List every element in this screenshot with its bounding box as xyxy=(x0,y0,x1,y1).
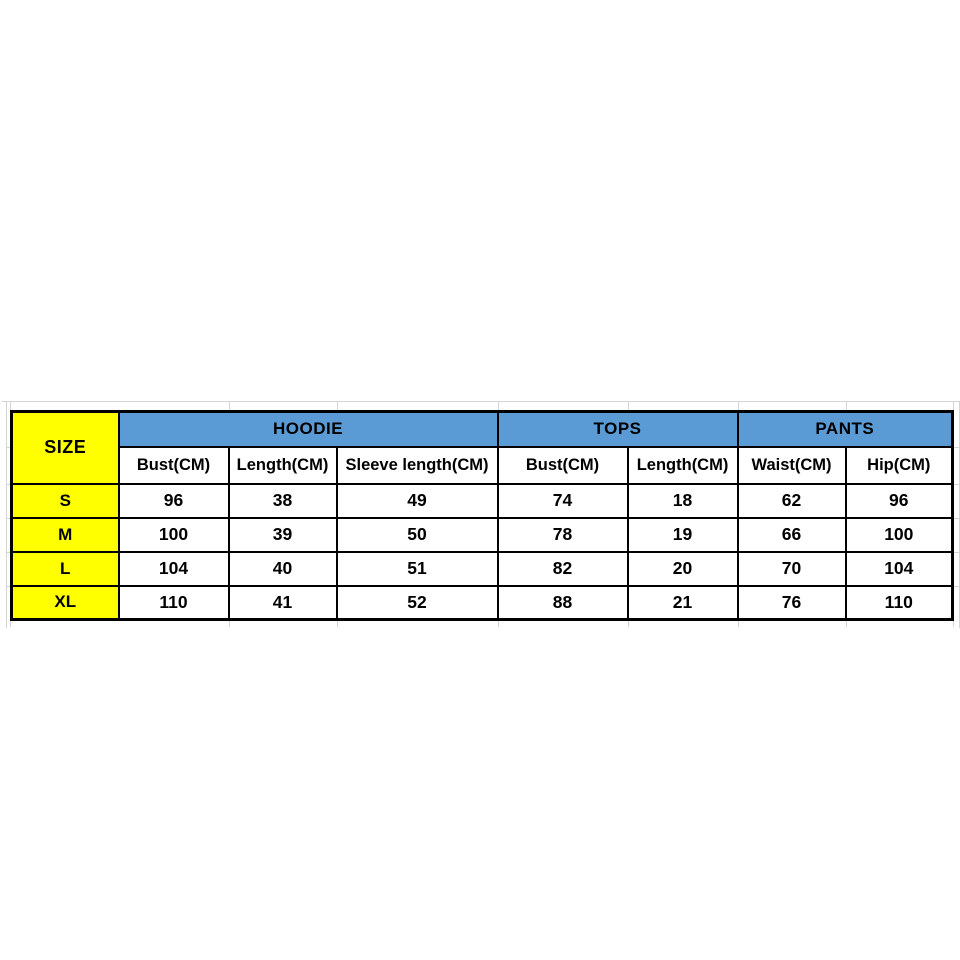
table-row-l xyxy=(12,552,953,586)
size-row-label: XL xyxy=(12,586,119,620)
value-cell: 88 xyxy=(498,586,628,620)
value-cell: 82 xyxy=(498,552,628,586)
value-cell: 66 xyxy=(738,518,846,552)
value-cell: 18 xyxy=(628,484,738,518)
value-cell: 76 xyxy=(738,586,846,620)
value-cell: 41 xyxy=(229,586,337,620)
table-row-xl xyxy=(12,586,953,620)
gridline xyxy=(954,552,960,553)
group-header-hoodie: HOODIE xyxy=(119,412,498,447)
value-cell: 39 xyxy=(229,518,337,552)
column-header: Length(CM) xyxy=(229,447,337,484)
value-cell: 104 xyxy=(119,552,229,586)
gridline xyxy=(10,401,11,410)
gridline xyxy=(846,401,847,410)
group-header-row xyxy=(12,412,953,447)
gridline xyxy=(846,621,847,627)
gridline xyxy=(337,621,338,627)
column-header: Bust(CM) xyxy=(119,447,229,484)
value-cell: 96 xyxy=(119,484,229,518)
value-cell: 38 xyxy=(229,484,337,518)
gridline xyxy=(954,447,960,448)
size-row-label: M xyxy=(12,518,119,552)
group-header-pants: PANTS xyxy=(738,412,953,447)
table-body xyxy=(12,484,953,620)
column-header: Hip(CM) xyxy=(846,447,953,484)
gridline xyxy=(498,401,499,410)
gridline xyxy=(10,621,11,627)
gridline xyxy=(953,621,954,627)
value-cell: 104 xyxy=(846,552,953,586)
column-header: Waist(CM) xyxy=(738,447,846,484)
gridline xyxy=(954,484,960,485)
gridline xyxy=(2,401,959,402)
column-header-row xyxy=(12,447,953,484)
group-header-tops: TOPS xyxy=(498,412,738,447)
table-row-m xyxy=(12,518,953,552)
value-cell: 19 xyxy=(628,518,738,552)
gridline xyxy=(229,401,230,410)
value-cell: 51 xyxy=(337,552,498,586)
value-cell: 50 xyxy=(337,518,498,552)
gridline xyxy=(628,621,629,627)
value-cell: 40 xyxy=(229,552,337,586)
value-cell: 21 xyxy=(628,586,738,620)
value-cell: 70 xyxy=(738,552,846,586)
value-cell: 110 xyxy=(119,586,229,620)
column-header: Sleeve length(CM) xyxy=(337,447,498,484)
gridline xyxy=(954,586,960,587)
value-cell: 96 xyxy=(846,484,953,518)
gridline xyxy=(229,621,230,627)
value-cell: 49 xyxy=(337,484,498,518)
table-row-s xyxy=(12,484,953,518)
gridline xyxy=(337,401,338,410)
corner-size-header: SIZE xyxy=(12,412,119,484)
value-cell: 100 xyxy=(846,518,953,552)
value-cell: 62 xyxy=(738,484,846,518)
column-header: Length(CM) xyxy=(628,447,738,484)
column-header: Bust(CM) xyxy=(498,447,628,484)
value-cell: 78 xyxy=(498,518,628,552)
value-cell: 110 xyxy=(846,586,953,620)
gridline xyxy=(498,621,499,627)
gridline xyxy=(953,401,954,410)
value-cell: 20 xyxy=(628,552,738,586)
gridline xyxy=(628,401,629,410)
value-cell: 52 xyxy=(337,586,498,620)
gridline xyxy=(954,518,960,519)
size-row-label: S xyxy=(12,484,119,518)
gridline xyxy=(738,401,739,410)
gridline xyxy=(738,621,739,627)
size-row-label: L xyxy=(12,552,119,586)
size-chart-table xyxy=(10,410,954,621)
value-cell: 74 xyxy=(498,484,628,518)
value-cell: 100 xyxy=(119,518,229,552)
gridline xyxy=(6,401,7,628)
